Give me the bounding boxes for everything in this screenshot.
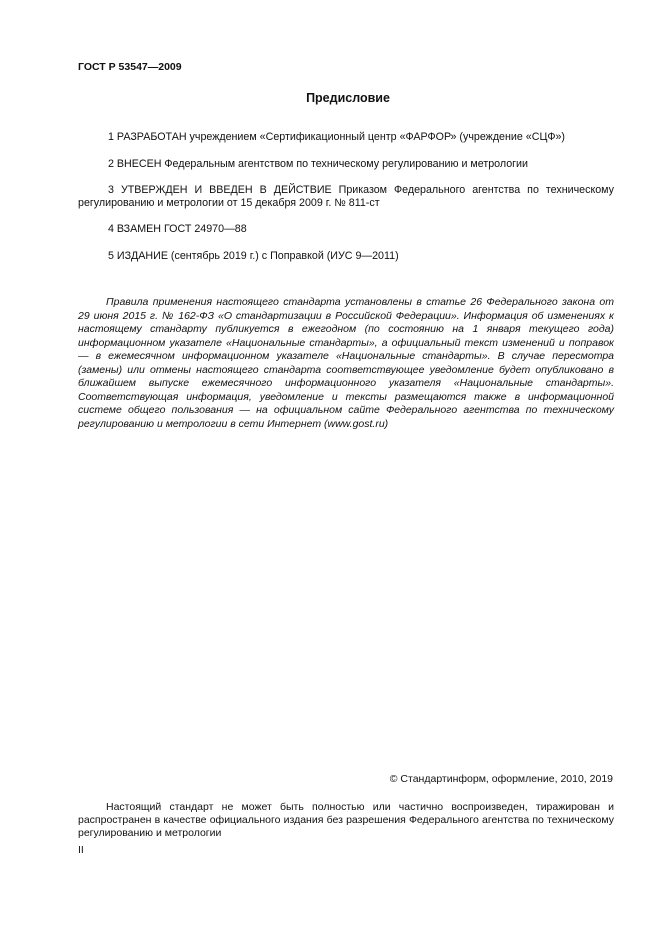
copyright-line: © Стандартинформ, оформление, 2010, 2019 <box>389 773 613 785</box>
document-code: ГОСТ Р 53547—2009 <box>78 61 182 73</box>
foreword-item-text: 2 ВНЕСЕН Федеральным агентством по техническому регулированию и метрологии <box>108 158 528 170</box>
reproduction-notice: Настоящий стандарт не может быть полностью или частично воспроизведен, тиражирован и распространен в качестве официального издания без разрешения Федерального агентства по техническому регулированию и метрологии <box>78 801 614 839</box>
page-number: II <box>78 844 84 856</box>
foreword-item-4 <box>78 223 614 236</box>
foreword-item-3 <box>78 184 614 210</box>
standard-application-notice: Правила применения настоящего стандарта установлены в статье 26 Федерального закона от 29 июня 2015 г. № 162-ФЗ «О стандартизации в Российской Федерации». Информация об изменениях к настоящему стандарту публикуется в ежегодном (по состоянию на 1 января текущего года) информационном указателе «Национальные стандарты», а официальный текст изменений и поправок — в ежемесячном информационном указателе «Национальные стандарты». В случае пересмотра (замены) или отмены настоящего стандарта соответствующее уведомление будет опубликовано в ближайшем выпуске ежемесячного информационного указателя «Национальные стандарты». Соответствующая информация, уведомление и тексты размещаются также в информационной системе общего пользования — на официальном сайте Федерального агентства по техническому регулированию и метрологии в сети Интернет (www.gost.ru) <box>78 296 614 430</box>
foreword-item-text: 5 ИЗДАНИЕ (сентябрь 2019 г.) с Поправкой (ИУС 9—2011) <box>108 250 399 262</box>
foreword-item-text: 3 УТВЕРЖДЕН И ВВЕДЕН В ДЕЙСТВИЕ Приказом Федерального агентства по техническому регулированию и метрологии от 15 декабря 2009 г. № 811-ст <box>78 184 614 209</box>
foreword-item-text: 4 ВЗАМЕН ГОСТ 24970—88 <box>108 223 247 235</box>
page-title: Предисловие <box>306 91 390 105</box>
foreword-item-5 <box>78 250 614 263</box>
foreword-item-text: 1 РАЗРАБОТАН учреждением «Сертификационный центр «ФАРФОР» (учреждение «СЦФ») <box>108 131 565 143</box>
foreword-item-1 <box>78 131 614 144</box>
foreword-item-2 <box>78 158 614 171</box>
